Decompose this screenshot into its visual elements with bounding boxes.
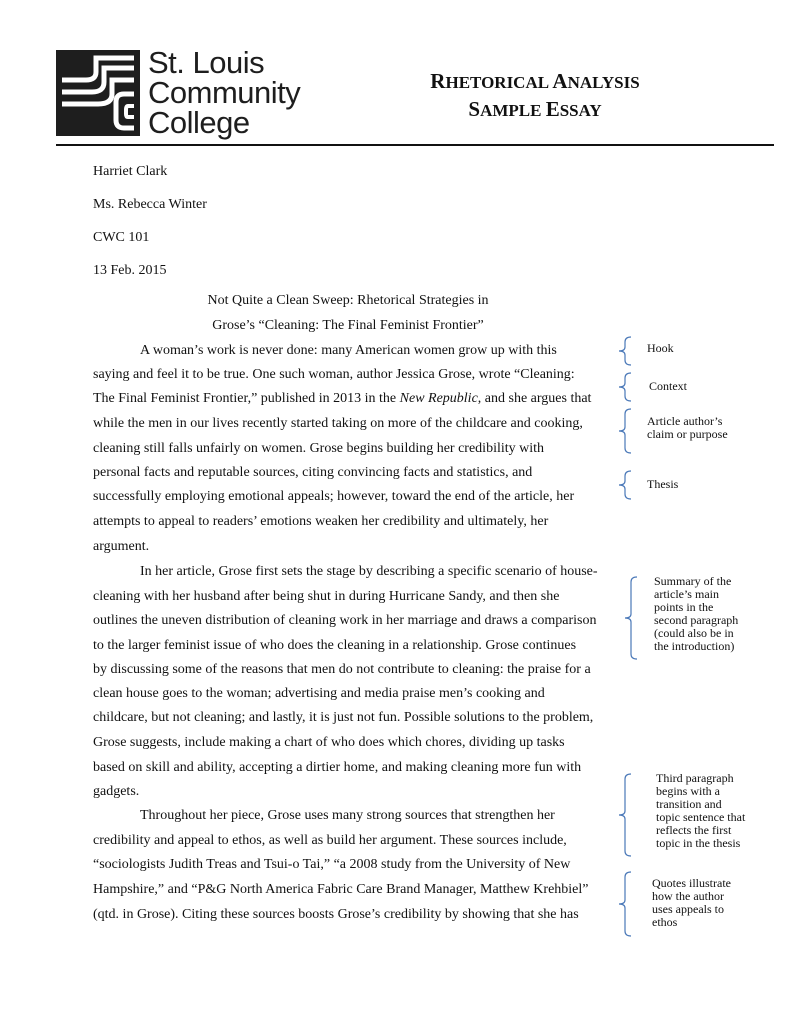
paragraph-line: based on skill and ability, accepting a dirtier home, and making cleaning more fun with: [93, 760, 582, 775]
paragraph-line: gadgets.: [93, 784, 140, 799]
paragraph-line: Grose suggests, include making a chart of who does which chores, dividing up tasks: [93, 735, 565, 750]
paragraph-line: by discussing some of the reasons that men do not contribute to cleaning: the praise for a: [93, 662, 591, 677]
paragraph-line: saying and feel it to be true. One such woman, author Jessica Grose, wrote “Cleaning:: [93, 367, 575, 382]
essay-title-line-1: Not Quite a Clean Sweep: Rhetorical Strategies in: [207, 293, 489, 308]
logo-line-3: College: [148, 105, 250, 140]
annotation-hook: Hook: [647, 341, 674, 355]
annotation-claim: Article author’s claim or purpose: [647, 414, 728, 441]
essay-title-line-2: Grose’s “Cleaning: The Final Feminist Frontier”: [212, 318, 484, 333]
paragraph-line: credibility and appeal to ethos, as well as build her argument. These sources include,: [93, 833, 567, 848]
paragraph-line: The Final Feminist Frontier,” published in 2013 in the New Republic, and she argues that: [93, 391, 592, 406]
left-brace-icon: [618, 372, 632, 402]
paragraph-line: to the larger feminist issue of who does the cleaning in a relationship. Grose continues: [93, 638, 577, 653]
paragraph-line: Throughout her piece, Grose uses many strong sources that strengthen her: [140, 808, 555, 823]
annotation-thesis: Thesis: [647, 477, 679, 491]
course-name: CWC 101: [93, 230, 150, 245]
paragraph-line: “sociologists Judith Treas and Tsui-o Tai,” “a 2008 study from the University of New: [93, 857, 571, 872]
header-divider: [56, 144, 774, 146]
left-brace-icon: [618, 336, 632, 366]
left-brace-icon: [624, 576, 638, 660]
annotation-quotes: Quotes illustrate how the author uses appeals to ethos: [652, 876, 731, 929]
title-line-1: RHETORICAL ANALYSIS: [430, 69, 640, 93]
college-logo: [56, 45, 316, 140]
publication-name: New Republic: [399, 391, 478, 406]
title-line-2: SAMPLE ESSAY: [468, 97, 602, 121]
paragraph-line: while the men in our lives recently started taking on more of the childcare and cooking,: [93, 416, 583, 431]
paragraph-line: (qtd. in Grose). Citing these sources boosts Grose’s credibility by showing that she has: [93, 907, 579, 922]
annotation-summary: Summary of the article’s main points in the second paragraph (could also be in the introduction): [654, 574, 739, 653]
college-logo-text: [148, 45, 301, 140]
paragraph-line: argument.: [93, 539, 150, 554]
logo-line-1: St. Louis: [148, 45, 265, 80]
paragraph-line: attempts to appeal to readers’ emotions weaken her credibility and ultimately, her: [93, 514, 549, 529]
annotation-third-paragraph: Third paragraph begins with a transition and topic sentence that reflects the first topic in the thesis: [656, 771, 746, 850]
left-brace-icon: [618, 871, 632, 937]
annotation-context: Context: [649, 379, 687, 393]
document-title: [370, 68, 700, 124]
essay-date: 13 Feb. 2015: [93, 263, 167, 278]
paragraph-line: personal facts and reputable sources, citing convincing facts and statistics, and: [93, 465, 533, 480]
left-brace-icon: [618, 470, 632, 500]
paragraph-line: outlines the uneven distribution of cleaning work in her marriage and draws a comparison: [93, 613, 597, 628]
paragraph-line: childcare, but not cleaning; and lastly, it is just not fun. Possible solutions to the problem,: [93, 710, 594, 725]
college-logo-mark-icon: [56, 50, 140, 136]
left-brace-icon: [618, 408, 632, 454]
paragraph-line: successfully employing emotional appeals; however, toward the end of the article, her: [93, 489, 575, 504]
paragraph-line: Hampshire,” and “P&G North America Fabric Care Brand Manager, Matthew Krehbiel”: [93, 882, 589, 897]
paragraph-line: In her article, Grose first sets the stage by describing a specific scenario of house-: [140, 564, 598, 579]
paragraph-line: A woman’s work is never done: many American women grow up with this: [140, 343, 557, 358]
paragraph-line: clean house goes to the woman; advertising and media praise men’s cooking and: [93, 686, 545, 701]
logo-line-2: Community: [148, 75, 301, 110]
paragraph-line: cleaning with her husband after being shut in during Hurricane Sandy, and then she: [93, 589, 560, 604]
student-name: Harriet Clark: [93, 164, 168, 179]
left-brace-icon: [618, 773, 632, 857]
instructor-name: Ms. Rebecca Winter: [93, 197, 207, 212]
paragraph-line: cleaning still falls unfairly on women. Grose begins building her credibility with: [93, 441, 545, 456]
